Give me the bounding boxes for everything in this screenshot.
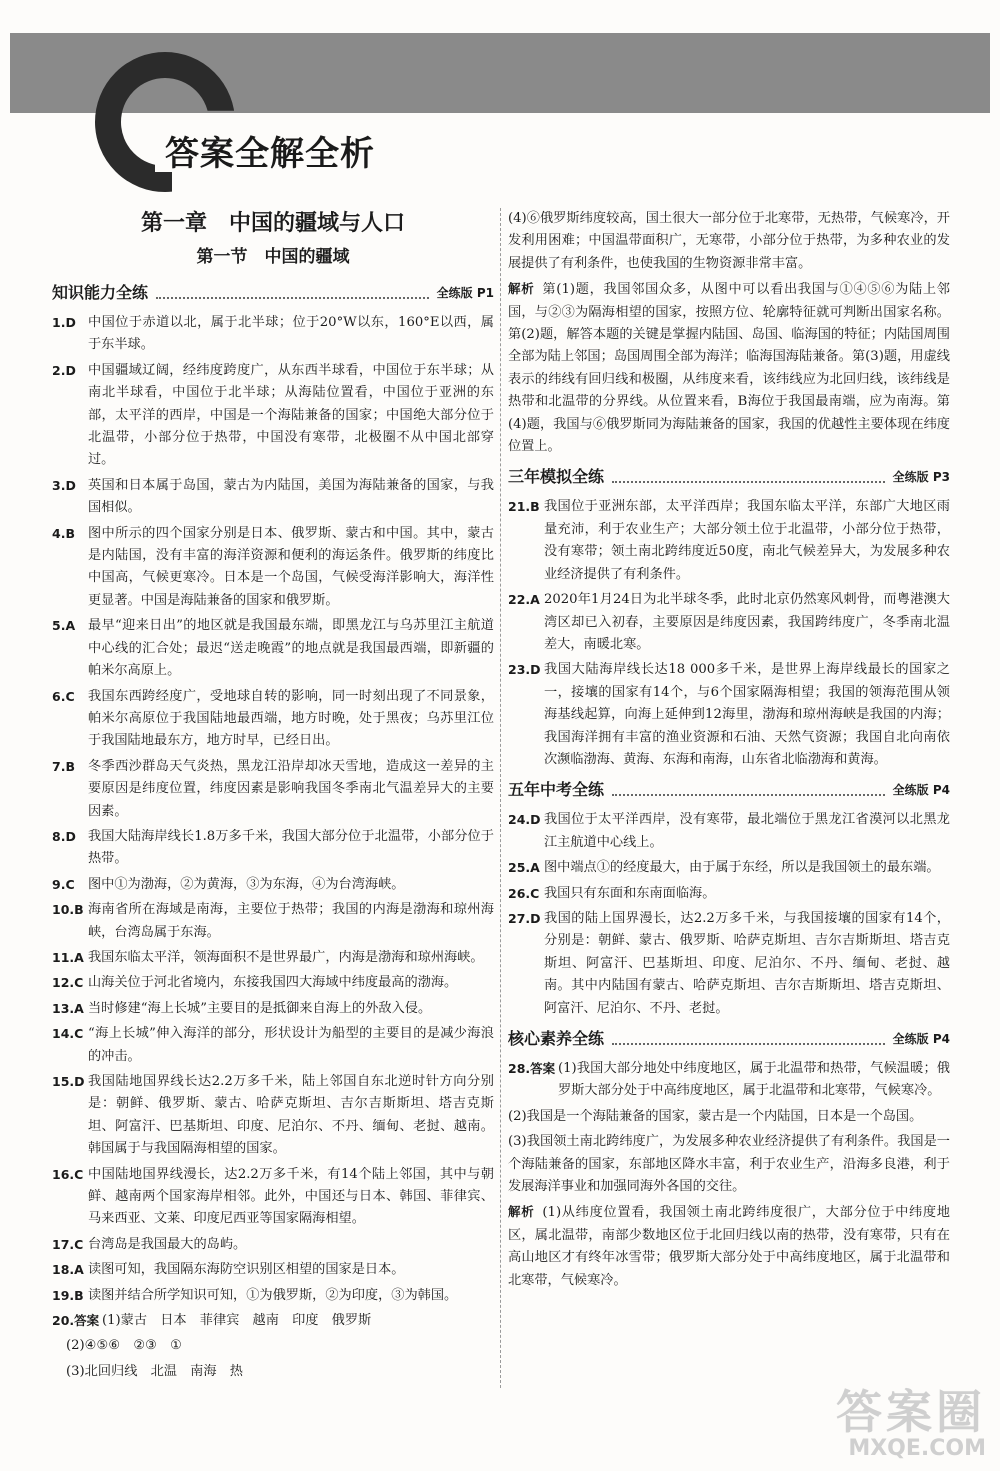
answer-number: 17.C [52,1236,84,1252]
answer-item [52,1071,494,1161]
analysis-label: 解析 [508,1204,535,1220]
answer-number: 8.D [52,828,76,844]
section-header-page: 全练版 P4 [892,783,950,798]
answer-number: 27.D [508,910,541,926]
answer-text: 当时修建“海上长城”主要目的是抵御来自海上的外敌入侵。 [88,1000,432,1016]
answer-text: 山海关位于河北省境内，东接我国四大海域中纬度最高的渤海。 [88,975,458,991]
answer-text: 我国只有东面和东南面临海。 [544,885,716,901]
answer-text: 图中①为渤海，②为黄海，③为东海，④为台湾海峡。 [88,876,405,892]
answer-text: 中国疆域辽阔，经纬度跨度广，从东西半球看，中国位于东半球；从南北半球看，中国位于北半球；从海陆位置看，中国位于亚洲的东部，太平洋的西岸，中国是一个海陆兼备的国家；中国绝大部分位于北温带，小部分位于热带，中国没有寒带，北极圈不从中国北部穿过。 [88,362,494,468]
answer-number: 12.C [52,975,84,991]
answer-item [508,883,950,905]
answer-number: 7.B [52,758,75,774]
answer-item [52,1285,494,1307]
section-header-core [508,1026,950,1052]
answer-item [52,1234,494,1256]
answer-number: 22.A [508,592,540,608]
answer-continuation: (4)⑥俄罗斯纬度较高，国土很大一部分位于北寒带，无热带，气候寒冷，开发利用困难；中国温带面积广，无寒带，小部分位于热带，为多种农业的发展提供了有利条件，也使我国的生物资源非常丰富。 [508,211,950,271]
answer-number: 13.A [52,1000,84,1016]
right-column [508,208,950,1295]
section-header-name: 知识能力全练 [52,282,149,302]
section-header-name: 三年模拟全练 [508,467,605,487]
answer-text: (1)蒙古 日本 菲律宾 越南 印度 俄罗斯 [102,1313,372,1329]
answer-line: (2)我国是一个海陆兼备的国家，蒙古是一个内陆国，日本是一个岛国。 [508,1108,923,1124]
answer-text: 我国大陆海岸线长1.8万多千米，我国大部分位于北温带，小部分位于热带。 [88,828,494,867]
answer-text: 英国和日本属于岛国，蒙古为内陆国，美国为海陆兼备的国家，与我国相似。 [88,477,494,516]
answer-number: 25.A [508,860,540,876]
watermark-logo: 答案圈 [836,1385,986,1439]
page-title: 答案全解全析 [165,134,375,174]
section-header-page: 全练版 P4 [892,1031,950,1046]
answer-number: 14.C [52,1026,84,1042]
answer-line: (2)④⑤⑥ ②③ ① [66,1338,182,1354]
answer-number: 1.D [52,315,76,330]
section-title: 第一节 中国的疆域 [196,247,350,267]
answer-text: 最早“迎来日出”的地区就是我国最东端，即黑龙江与乌苏里江主航道中心线的汇合处；最迟“送走晚霞”的地点就是我国最西端，即新疆的帕米尔高原上。 [88,618,494,679]
answer-text: 中国陆地国界线漫长，达2.2万多千米，有14个陆上邻国，其中与朝鲜、越南两个国家海岸相邻。此外，中国还与日本、韩国、菲律宾、马来西亚、文莱、印度尼西亚等国家隔海相望。 [88,1166,494,1227]
answer-text: 我国陆地国界线长达2.2万多千米，陆上邻国自东北逆时针方向分别是：朝鲜、俄罗斯、蒙古、哈萨克斯坦、吉尔吉斯斯坦、塔吉克斯坦、阿富汗、巴基斯坦、印度、尼泊尔、不丹、缅甸、老挝、越南。韩国属于与我国隔海相望的国家。 [88,1074,494,1157]
analysis-paragraph [508,1201,950,1292]
analysis-text: (1)从纬度位置看，我国领土南北跨纬度很广，大部分位于中纬度地区，属北温带，南部少数地区位于北回归线以南的热带，没有寒带，只有在高山地区才有终年冰雪带；俄罗斯大部分处于中高纬度地区，属于北温带和北寒带，气候寒冷。 [508,1205,950,1288]
analysis-label: 解析 [508,281,535,297]
answer-item-28 [508,1058,950,1103]
answer-item [508,809,950,854]
answer-item [52,312,494,357]
answer-text: 冬季西沙群岛天气炎热，黑龙江沿岸却冰天雪地，造成这一差异的主要原因是纬度位置，纬度因素是影响我国冬季南北气温差异大的主要因素。 [88,758,494,819]
answer-number: 9.C [52,876,75,892]
answer-text: 海南省所在海域是南海，主要位于热带；我国的内海是渤海和琼州海峡，台湾岛属于东海。 [88,902,494,940]
watermark [836,1387,986,1461]
answer-number: 15.D [52,1074,85,1089]
answer-number: 6.C [52,688,75,704]
answer-item [508,496,950,586]
answer-text: 我国的陆上国界漫长，达2.2万多千米，与我国接壤的国家有14个，分别是：朝鲜、蒙古、俄罗斯、哈萨克斯坦、吉尔吉斯斯坦、塔吉克斯坦、阿富汗、巴基斯坦、印度、尼泊尔、不丹、缅甸、老挝、越南。其中内陆国有蒙古、哈萨克斯坦、吉尔吉斯斯坦、塔吉克斯坦、阿富汗、尼泊尔、不丹、老挝。 [544,910,950,1016]
section-header-page: 全练版 P1 [436,285,494,300]
chapter-title: 第一章 中国的疆域与人口 [140,211,405,236]
answer-text: 我国位于太平洋西岸，没有寒带，最北端位于黑龙江省漠河以北黑龙江主航道中心线上。 [544,812,950,850]
answer-item [52,360,494,472]
answer-item-20 [52,1310,494,1332]
answer-text: 我国东临太平洋，领海面积不是世界最广，内海是渤海和琼州海峡。 [88,949,484,965]
section-header-name: 五年中考全练 [508,780,605,800]
answer-number: 10.B [52,902,84,918]
answer-number: 26.C [508,885,540,901]
analysis-text: 第(1)题，我国邻国众多，从图中可以看出我国与①④⑤⑥为陆上邻国，与②③为隔海相望的国家，按照方位、轮廓特征就可判断出国家名称。第(2)题，解答本题的关键是掌握内陆国、岛国、临海国的特征；内陆国周围全部为陆上邻国；岛国周围全部为海洋；临海国海陆兼备。第(3)题，用虚线表示的纬线有回归线和极圈，从纬度来看，该纬线应为北回归线，该纬线是热带和北温带的分界线。从位置来看，B海位于我国最南端，应为南海。第(4)题，我国与⑥俄罗斯同为海陆兼备的国家，我国的优越性主要体现在纬度位置上。 [508,282,950,455]
answer-list-five-year [508,809,950,1020]
answer-item [52,899,494,944]
answer-text: 中国位于赤道以北，属于北半球；位于20°W以东，160°E以西，属于东半球。 [88,315,494,353]
section-header-five-year [508,777,950,803]
answer-item [52,615,494,682]
answer-text: 2020年1月24日为北半球冬季，此时北京仍然寒风刺骨，而粤港澳大湾区却已入初春，主要原因是纬度因素，我国跨纬度广，冬季南北温差大，南暖北寒。 [544,592,950,652]
answer-item [508,857,950,879]
answer-number: 19.B [52,1287,84,1303]
answer-item [508,589,950,656]
answer-number: 16.C [52,1166,84,1182]
answer-item [52,756,494,823]
answer-line: (3)我国领土南北跨纬度广，为发展多种农业经济提供了有利条件。我国是一个海陆兼备的国家，东部地区降水丰富，利于农业生产，沿海多良港，利于发展海洋事业和加强同海外各国的交往。 [508,1134,950,1195]
section-header-three-year [508,464,950,490]
answer-number: 21.B [508,499,540,515]
answer-item [52,874,494,896]
answer-item [52,947,494,969]
dotted-leader [612,1033,885,1045]
answer-number: 18.A [52,1262,84,1278]
answer-item [508,659,950,771]
dotted-leader [612,471,885,483]
answer-item [52,475,494,520]
answer-text: (1)我国大部分地处中纬度地区，属于北温带和热带，气候温暖；俄罗斯大部分处于中高纬度地区，属于北温带和北寒带，气候寒冷。 [558,1061,950,1099]
answer-item [52,972,494,994]
answer-line: (3)北回归线 北温 南海 热 [66,1363,243,1379]
answer-number: 11.A [52,949,84,965]
answer-item [52,1259,494,1281]
section-header-page: 全练版 P3 [892,470,950,485]
answer-list-three-year [508,496,950,771]
answer-text: 台湾岛是我国最大的岛屿。 [88,1236,247,1252]
answer-number: 28.答案 [508,1061,556,1076]
answer-number: 3.D [52,477,76,493]
answer-number: 23.D [508,662,541,678]
answer-list-left [52,312,494,1307]
answer-item [52,1023,494,1068]
answer-item [52,1164,494,1231]
answer-item [52,523,494,613]
answer-text: 读图可知，我国隔东海防空识别区相望的国家是日本。 [88,1262,405,1278]
answer-text: 图中端点①的经度最大，由于属于东经，所以是我国领土的最东端。 [544,860,940,876]
dotted-leader [612,784,885,796]
section-header-name: 核心素养全练 [508,1028,605,1048]
answer-text: 我国东西跨经度广，受地球自转的影响，同一时刻出现了不同景象，帕米尔高原位于我国陆地最西端，地方时晚，处于黑夜；乌苏里江位于我国陆地最东方，地方时早，已经日出。 [88,688,494,749]
watermark-url: MXQE.COM [848,1436,986,1461]
answer-number: 2.D [52,362,76,378]
answer-item [52,998,494,1020]
answer-number: 24.D [508,812,541,828]
answer-text: 读图并结合所学知识可知，①为俄罗斯，②为印度，③为韩国。 [88,1287,458,1303]
answer-text: “海上长城”伸入海洋的部分，形状设计为船型的主要目的是减少海浪的冲击。 [88,1026,494,1064]
dotted-leader [156,287,429,299]
analysis-paragraph [508,278,950,458]
answer-number: 20.答案 [52,1313,100,1329]
answer-number: 4.B [52,525,75,541]
answer-item [508,908,950,1020]
section-header-knowledge [52,280,494,306]
answer-text: 我国大陆海岸线长达18 000多千米，是世界上海岸线最长的国家之一，接壤的国家有14个，与6个国家隔海相望；我国的领海范围从领海基线起算，向海上延伸到12海里，渤海和琼州海峡是我国的内海；我国海洋拥有丰富的渔业资源和石油、天然气资源；我国自北向南依次濒临渤海、黄海、东海和南海，山东省北临渤海和黄海。 [544,662,950,767]
answer-text: 我国位于亚洲东部，太平洋西岸；我国东临太平洋，东部广大地区雨量充沛，利于农业生产；大部分领土位于北温带，小部分位于热带，没有寒带；领土南北跨纬度近50度，南北气候差异大，为发展多种农业经济提供了有利条件。 [544,499,950,582]
answer-item [52,686,494,753]
answer-text: 图中所示的四个国家分别是日本、俄罗斯、蒙古和中国。其中，蒙古是内陆国，没有丰富的海洋资源和便利的海运条件。俄罗斯的纬度比中国高，气候更寒冷。日本是一个岛国，气候受海洋影响大，海洋性更显著。中国是海陆兼备的国家和俄罗斯。 [88,525,494,608]
column-divider [500,208,501,1388]
left-column [52,208,494,1386]
answer-item [52,826,494,871]
answer-number: 5.A [52,618,76,634]
